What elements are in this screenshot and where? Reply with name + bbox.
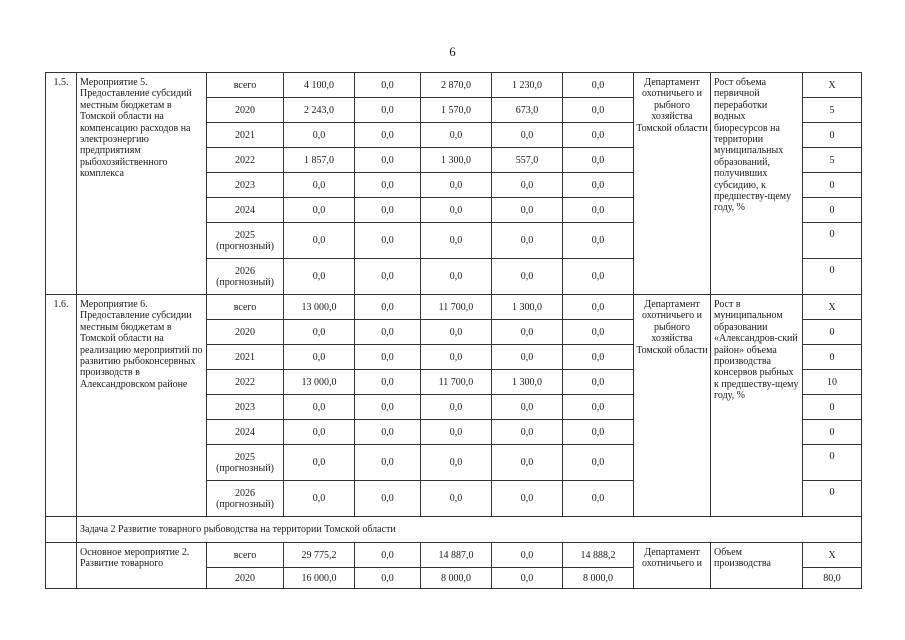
budget-table — [45, 72, 862, 589]
indicator-value-cell: 0 — [803, 320, 862, 345]
local-cell: 0,0 — [492, 481, 563, 517]
item-number: 1.6. — [46, 295, 77, 517]
local-cell: 0,0 — [492, 395, 563, 420]
period-cell: 2022 — [207, 370, 284, 395]
indicator-cell: Рост в муниципальном образовании «Александров-ский район» объема производства консервов рыбных к предшеству-щему году, % — [711, 295, 803, 517]
extra-budget-cell: 0,0 — [563, 98, 634, 123]
local-cell: 0,0 — [492, 259, 563, 295]
extra-budget-cell: 0,0 — [563, 223, 634, 259]
indicator-cell: Рост объема первичной переработки водных биоресурсов на территории муниципальных образований, получивших субсидию, к предшеству-щему году, % — [711, 73, 803, 295]
federal-cell: 0,0 — [355, 198, 421, 223]
activity-title: Основное мероприятие 2. Развитие товарного — [77, 543, 207, 589]
local-cell: 1 300,0 — [492, 295, 563, 320]
indicator-value-cell: 5 — [803, 148, 862, 173]
task-spacer — [46, 517, 77, 543]
total-cell: 0,0 — [284, 481, 355, 517]
regional-cell: 0,0 — [421, 259, 492, 295]
activity-title: Мероприятие 5. Предоставление субсидий местным бюджетам в Томской области на компенсацию расходов на электроэнергию предприятиям рыбохозяйственного комплекса — [77, 73, 207, 295]
local-cell: 1 300,0 — [492, 370, 563, 395]
indicator-value-cell: 0 — [803, 198, 862, 223]
local-cell: 1 230,0 — [492, 73, 563, 98]
local-cell: 673,0 — [492, 98, 563, 123]
local-cell: 0,0 — [492, 223, 563, 259]
extra-budget-cell: 14 888,2 — [563, 543, 634, 568]
extra-budget-cell: 0,0 — [563, 481, 634, 517]
task-row — [46, 517, 862, 543]
federal-cell: 0,0 — [355, 320, 421, 345]
federal-cell: 0,0 — [355, 223, 421, 259]
extra-budget-cell: 0,0 — [563, 345, 634, 370]
indicator-value-cell: 0 — [803, 345, 862, 370]
regional-cell: 0,0 — [421, 123, 492, 148]
local-cell: 0,0 — [492, 420, 563, 445]
period-cell: 2022 — [207, 148, 284, 173]
local-cell: 0,0 — [492, 345, 563, 370]
federal-cell: 0,0 — [355, 481, 421, 517]
federal-cell: 0,0 — [355, 420, 421, 445]
indicator-value-cell: 0 — [803, 445, 862, 481]
total-cell: 16 000,0 — [284, 568, 355, 589]
local-cell: 0,0 — [492, 543, 563, 568]
period-cell: 2026 (прогнозный) — [207, 259, 284, 295]
regional-cell: 0,0 — [421, 395, 492, 420]
regional-cell: 0,0 — [421, 420, 492, 445]
indicator-value-cell: 0 — [803, 173, 862, 198]
period-cell: всего — [207, 543, 284, 568]
period-cell: 2021 — [207, 123, 284, 148]
indicator-value-cell: 10 — [803, 370, 862, 395]
extra-budget-cell: 0,0 — [563, 259, 634, 295]
period-cell: 2025 (прогнозный) — [207, 223, 284, 259]
regional-cell: 1 570,0 — [421, 98, 492, 123]
total-cell: 13 000,0 — [284, 370, 355, 395]
total-cell: 0,0 — [284, 445, 355, 481]
period-cell: 2026 (прогнозный) — [207, 481, 284, 517]
extra-budget-cell: 0,0 — [563, 445, 634, 481]
local-cell: 0,0 — [492, 123, 563, 148]
period-cell: 2023 — [207, 395, 284, 420]
department-cell: Департамент охотничьего и рыбного хозяйства Томской области — [634, 73, 711, 295]
total-cell: 2 243,0 — [284, 98, 355, 123]
federal-cell: 0,0 — [355, 445, 421, 481]
period-cell: всего — [207, 73, 284, 98]
local-cell: 557,0 — [492, 148, 563, 173]
regional-cell: 0,0 — [421, 320, 492, 345]
federal-cell: 0,0 — [355, 295, 421, 320]
federal-cell: 0,0 — [355, 148, 421, 173]
indicator-value-cell: 0 — [803, 395, 862, 420]
indicator-value-cell: 0 — [803, 123, 862, 148]
regional-cell: 0,0 — [421, 345, 492, 370]
table-row — [46, 543, 862, 568]
indicator-value-cell: X — [803, 543, 862, 568]
regional-cell: 0,0 — [421, 445, 492, 481]
period-cell: 2025 (прогнозный) — [207, 445, 284, 481]
federal-cell: 0,0 — [355, 259, 421, 295]
period-cell: 2020 — [207, 568, 284, 589]
period-cell: 2024 — [207, 198, 284, 223]
extra-budget-cell: 0,0 — [563, 395, 634, 420]
total-cell: 29 775,2 — [284, 543, 355, 568]
indicator-cell: Объем производства — [711, 543, 803, 589]
table-row — [46, 73, 862, 98]
regional-cell: 1 300,0 — [421, 148, 492, 173]
total-cell: 0,0 — [284, 173, 355, 198]
indicator-value-cell: 0 — [803, 223, 862, 259]
item-number: 1.5. — [46, 73, 77, 295]
regional-cell: 14 887,0 — [421, 543, 492, 568]
regional-cell: 0,0 — [421, 481, 492, 517]
page-number: 6 — [449, 44, 456, 59]
local-cell: 0,0 — [492, 173, 563, 198]
regional-cell: 0,0 — [421, 198, 492, 223]
department-cell: Департамент охотничьего и — [634, 543, 711, 589]
federal-cell: 0,0 — [355, 123, 421, 148]
local-cell: 0,0 — [492, 445, 563, 481]
total-cell: 0,0 — [284, 420, 355, 445]
federal-cell: 0,0 — [355, 370, 421, 395]
total-cell: 0,0 — [284, 223, 355, 259]
extra-budget-cell: 0,0 — [563, 148, 634, 173]
period-cell: 2020 — [207, 98, 284, 123]
federal-cell: 0,0 — [355, 345, 421, 370]
total-cell: 1 857,0 — [284, 148, 355, 173]
task-label: Задача 2 Развитие товарного рыбоводства на территории Томской области — [77, 517, 862, 543]
indicator-value-cell: X — [803, 73, 862, 98]
local-cell: 0,0 — [492, 320, 563, 345]
regional-cell: 0,0 — [421, 173, 492, 198]
indicator-value-cell: 0 — [803, 481, 862, 517]
regional-cell: 0,0 — [421, 223, 492, 259]
table-row — [46, 295, 862, 320]
regional-cell: 11 700,0 — [421, 295, 492, 320]
indicator-value-cell: X — [803, 295, 862, 320]
total-cell: 0,0 — [284, 395, 355, 420]
extra-budget-cell: 0,0 — [563, 295, 634, 320]
total-cell: 0,0 — [284, 259, 355, 295]
federal-cell: 0,0 — [355, 73, 421, 98]
local-cell: 0,0 — [492, 198, 563, 223]
regional-cell: 8 000,0 — [421, 568, 492, 589]
indicator-value-cell: 80,0 — [803, 568, 862, 589]
regional-cell: 11 700,0 — [421, 370, 492, 395]
indicator-value-cell: 5 — [803, 98, 862, 123]
period-cell: 2021 — [207, 345, 284, 370]
regional-cell: 2 870,0 — [421, 73, 492, 98]
total-cell: 0,0 — [284, 320, 355, 345]
period-cell: 2024 — [207, 420, 284, 445]
total-cell: 0,0 — [284, 198, 355, 223]
indicator-value-cell: 0 — [803, 259, 862, 295]
total-cell: 13 000,0 — [284, 295, 355, 320]
activity-title: Мероприятие 6. Предоставление субсидии местным бюджетам в Томской области на реализацию мероприятий по развитию рыбоконсервных производств в Александровском районе — [77, 295, 207, 517]
department-cell: Департамент охотничьего и рыбного хозяйства Томской области — [634, 295, 711, 517]
total-cell: 0,0 — [284, 345, 355, 370]
item-number — [46, 543, 77, 589]
extra-budget-cell: 0,0 — [563, 123, 634, 148]
period-cell: всего — [207, 295, 284, 320]
extra-budget-cell: 0,0 — [563, 73, 634, 98]
extra-budget-cell: 8 000,0 — [563, 568, 634, 589]
federal-cell: 0,0 — [355, 543, 421, 568]
period-cell: 2020 — [207, 320, 284, 345]
indicator-value-cell: 0 — [803, 420, 862, 445]
federal-cell: 0,0 — [355, 568, 421, 589]
extra-budget-cell: 0,0 — [563, 370, 634, 395]
federal-cell: 0,0 — [355, 98, 421, 123]
extra-budget-cell: 0,0 — [563, 420, 634, 445]
total-cell: 0,0 — [284, 123, 355, 148]
total-cell: 4 100,0 — [284, 73, 355, 98]
federal-cell: 0,0 — [355, 173, 421, 198]
local-cell: 0,0 — [492, 568, 563, 589]
extra-budget-cell: 0,0 — [563, 320, 634, 345]
extra-budget-cell: 0,0 — [563, 198, 634, 223]
federal-cell: 0,0 — [355, 395, 421, 420]
period-cell: 2023 — [207, 173, 284, 198]
extra-budget-cell: 0,0 — [563, 173, 634, 198]
